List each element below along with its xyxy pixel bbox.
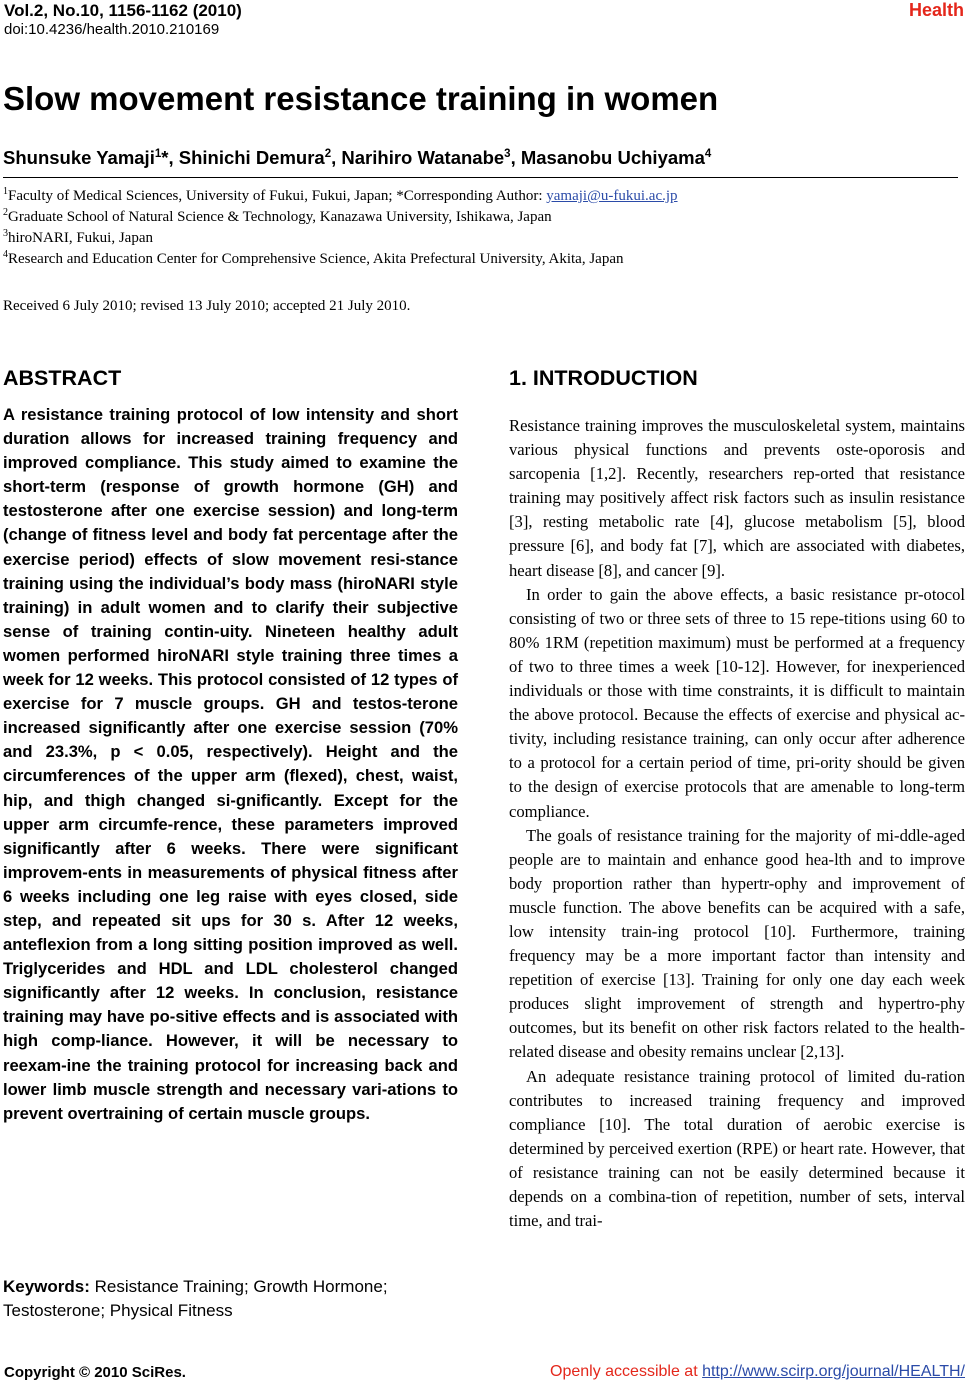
author-affiliation-mark: 4: [704, 147, 712, 160]
copyright: Copyright © 2010 SciRes.: [4, 1364, 186, 1381]
affiliation-text: Research and Education Center for Comprehensive Science, Akita Prefectural University, Akita, Japan: [8, 251, 624, 267]
author-list: [3, 147, 711, 169]
paper-title: Slow movement resistance training in women: [3, 80, 719, 117]
introduction-body: [509, 414, 965, 1233]
section-heading-introduction: 1. INTRODUCTION: [509, 366, 698, 390]
affiliation-4: [3, 251, 624, 268]
keywords: [3, 1275, 463, 1323]
affiliation-2: [3, 209, 552, 226]
author-name: Shinichi Demura: [178, 147, 325, 168]
paragraph: An adequate resistance training protocol of limited du-ration contributes to increased training frequency and improved compliance [10]. The total duration of aerobic exercise is determined by perceived exertion (RPE) or heart rate. However, that of resistance training can not be easily determined because it depends on a combina-tion of repetition, number of sets, interval time, and trai-: [509, 1066, 965, 1231]
journal-volume-info: Vol.2, No.10, 1156-1162 (2010): [4, 1, 242, 20]
keywords-label: Keywords:: [3, 1277, 90, 1296]
open-access-note: [550, 1363, 965, 1381]
abstract-text: A resistance training protocol of low intensity and short duration allows for increased training frequency and improved compliance. This study aimed to examine the short-term (response of growth hormone (GH) and testosterone after one exercise session) and long-term (change of fitness level and body fat percentage after the exercise period) effects of slow movement resi-stance training using the individual’s body mass (hiroNARI style training) in adult women and to clarify their subjective sense of training contin-uity. Nineteen healthy adult women performed hiroNARI style training three times a week for 12 weeks. This protocol consisted of 12 types of exercise for 7 muscle groups. GH and testos-terone increased significantly after one exercise session (70% and 23.3%, p < 0.05, respectively). Height and the circumferences of the upper arm (flexed), chest, waist, hip, and thigh changed si-gnificantly. Except for the upper arm circumfe-rence, these parameters improved significantly after 6 weeks. There were significant improvem-ents in measurements of physical fitness after 6 weeks including one leg raise with eyes closed, side step, and repeated sit ups for 30 s. After 12 weeks, anteflexion from a long sitting position improved as well. Triglycerides and HDL and LDL cholesterol changed significantly after 12 weeks. In conclusion, resistance training may have po-sitive effects and is associated with high comp-liance. However, it will be necessary to reexam-ine the training protocol for increasing back and lower limb muscle strength and necessary vari-ations to prevent overtraining of certain muscle groups.: [3, 405, 458, 1123]
affiliation-text: Graduate School of Natural Science & Technology, Kanazawa University, Ishikawa, Japan: [8, 209, 552, 225]
author-name: Narihiro Watanabe: [341, 147, 505, 168]
keywords-list: Resistance Training; Growth Hormone; Testosterone; Physical Fitness: [3, 1277, 388, 1320]
abstract-heading: ABSTRACT: [3, 366, 122, 390]
journal-name: Health: [908, 0, 964, 20]
affiliation-text: hiroNARI, Fukui, Japan: [8, 230, 153, 246]
paragraph: In order to gain the above effects, a basic resistance pr-otocol consisting of two or three sets of three to 15 repe-titions using 60 to 80% 1RM (repetition maximum) must be performed at a frequency of two to three times a week [10-12]. However, for inexperienced individuals or those with time constraints, it is difficult to maintain the above protocol. Because the effects of exercise and physical ac-tivity, including resistance training, can only occur after adherence to a protocol for a certain period of time, pri-ority should be given to the design of exercise protocols that are amenable to long-term compliance.: [509, 584, 965, 821]
affiliation-mark: 1: [3, 186, 8, 197]
author-affiliation-mark: 3: [504, 147, 511, 160]
affiliation-mark: 4: [3, 249, 8, 260]
affiliation-mark: 2: [3, 207, 8, 218]
open-access-label: Openly accessible at: [550, 1363, 703, 1380]
author-separator: ,: [510, 147, 521, 168]
received-dates: Received 6 July 2010; revised 13 July 2010; accepted 21 July 2010.: [3, 298, 411, 314]
author-separator: *,: [161, 147, 179, 168]
affiliation-mark: 3: [3, 228, 8, 239]
author-affiliation-mark: 2: [324, 147, 332, 160]
author-separator: ,: [331, 147, 342, 168]
author-name: Shunsuke Yamaji: [3, 147, 155, 168]
affiliation-text: Faculty of Medical Sciences, University of Fukui, Fukui, Japan; *Corresponding Author:: [8, 188, 547, 204]
author-affiliation-mark: 1: [154, 147, 162, 160]
affiliation-3: [3, 230, 153, 247]
affiliation-1: [3, 188, 678, 205]
title-divider: [3, 177, 958, 178]
doi: doi:10.4236/health.2010.210169: [4, 21, 220, 38]
author-name: Masanobu Uchiyama: [520, 147, 705, 168]
corresponding-email-link[interactable]: yamaji@u-fukui.ac.jp: [546, 188, 678, 204]
paragraph: Resistance training improves the musculoskeletal system, maintains various physical functions and prevents oste-oporosis and sarcopenia [1,2]. Recently, researchers rep-orted that resistance training may positively affect risk factors such as insulin resistance [3], resting metabolic rate [4], glucose metabolism [5], blood pressure [6], and body fat [7], which are associated with diabetes, heart disease [8], and cancer [9].: [509, 416, 965, 580]
journal-url-link[interactable]: http://www.scirp.org/journal/HEALTH/: [702, 1363, 965, 1380]
paragraph: The goals of resistance training for the majority of mi-ddle-aged people are to maintain and enhance good hea-lth and to improve body proportion rather than hypertr-ophy and improvement of muscle function. The above benefits can be acquired with a safe, low intensity train-ing protocol [10]. Furthermore, training frequency may be a more important factor than intensity and repetition of exercise [13]. Training for only one day each week produces slight improvement of strength and hypertro-phy outcomes, but its benefit on other risk factors related to the health-related disease and obesity remains unclear [2,13].: [509, 825, 965, 1062]
